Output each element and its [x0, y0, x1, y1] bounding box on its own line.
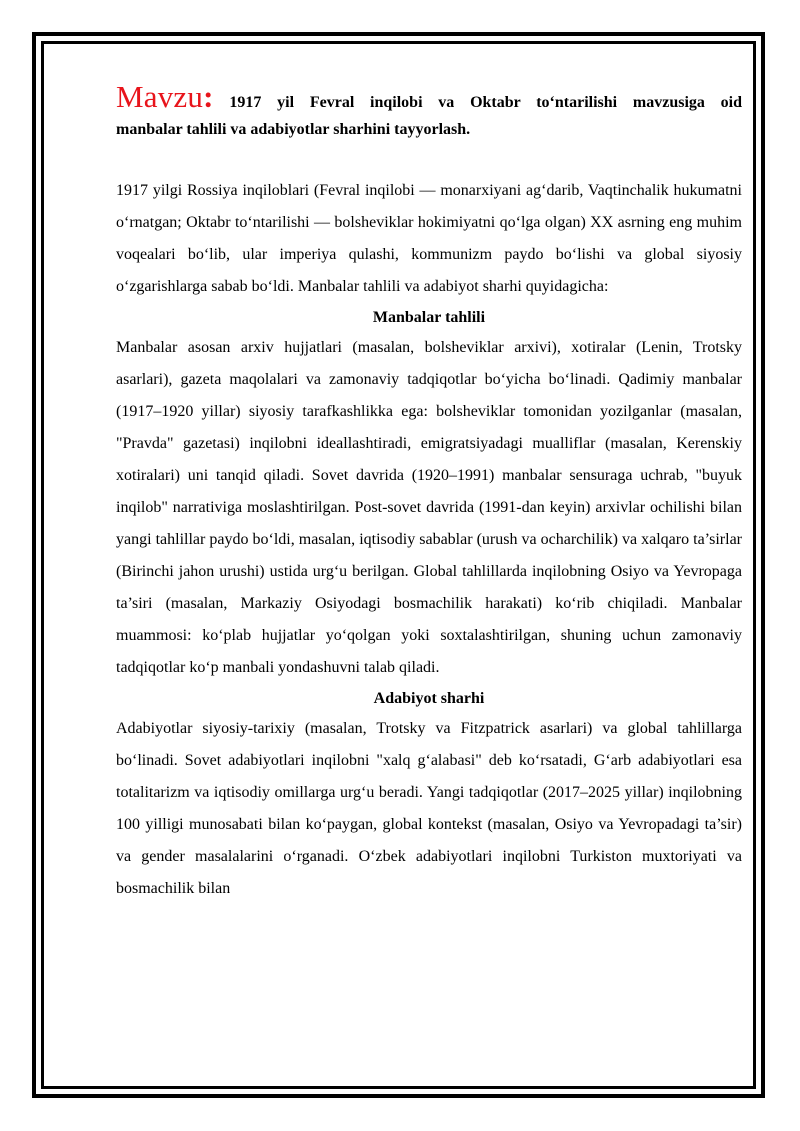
- title-text: 1917 yil Fevral inqilobi va Oktabr to‘ntarilishi mavzusiga oid: [229, 94, 743, 111]
- section-heading-literature: Adabiyot sharhi: [373, 690, 485, 707]
- sources-paragraph: Manbalar asosan arxiv hujjatlari (masalan, bolsheviklar arxivi), xotiralar (Lenin, Trotsky asarlari), gazeta maqolalari va zamonaviy tadqiqotlar bo‘yicha bo‘linadi. Qadimiy manbalar (1917–1920 yillar) siyosiy tarafkashlikka ega: bolsheviklar tomonidan yozilganlar (masalan, "Pravda" gazetasi) inqilobni ideallashtiradi, emigratsiyadagi mualliflar (masalan, Kerenskiy xotiralari) uni tanqid qiladi. Sovet davrida (1920–1991) manbalar sensuraga uchrab, "buyuk inqilob" narrativiga moslashtirilgan. Post-sovet davrida (1991-dan keyin) arxivlar ochilishi bilan yangi tahlillar paydo bo‘ldi, masalan, iqtisodiy sabablar (urush va ocharchilik) va xalqaro ta’sirlar (Birinchi jahon urushi) ustida urg‘u berilgan. Global tahlillarda inqilobning Osiyo va Yevropaga ta’siri (masalan, Markaziy Osiyodagi bosmachilik harakati) ko‘rib chiqiladi. Manbalar muammosi: ko‘plab hujjatlar yo‘qolgan yoki soxtalashtirilgan, shuning uchun zamonaviy tadqiqotlar ko‘p manbali yondashuvni talab qiladi.: [116, 339, 742, 676]
- title-label: Mavzu: [116, 79, 204, 114]
- title-colon: :: [203, 79, 214, 114]
- document-body: [116, 79, 743, 905]
- intro-paragraph: 1917 yilgi Rossiya inqiloblari (Fevral inqilobi — monarxiyani ag‘darib, Vaqtinchalik hukumatni o‘rnatgan; Oktabr to‘ntarilishi — bolsheviklar hokimiyatni qo‘lga olgan) XX asrning eng muhim voqealari bo‘lib, ular imperiya qulashi, kommunizm paydo bo‘lishi va global siyosiy o‘zgarishlarga sabab bo‘ldi. Manbalar tahlili va adabiyot sharhi quyidagicha:: [116, 182, 742, 295]
- title-text-line2: manbalar tahlili va adabiyotlar sharhini tayyorlash.: [116, 121, 471, 138]
- title-line: [116, 79, 743, 118]
- section-heading-sources: Manbalar tahlili: [372, 309, 486, 326]
- literature-paragraph: Adabiyotlar siyosiy-tarixiy (masalan, Trotsky va Fitzpatrick asarlari) va global tahlillarga bo‘linadi. Sovet adabiyotlari inqilobni "xalq g‘alabasi" deb ko‘rsatadi, G‘arb adabiyotlari esa totalitarizm va iqtisodiy omillarga urg‘u beradi. Yangi tadqiqotlar (2017–2025 yillar) inqilobning 100 yilligi munosabati bilan ko‘paygan, global kontekst (masalan, Osiyo va Yevropadagi ta’sir) va gender masalalarini o‘rganadi. O‘zbek adabiyotlari inqilobni Turkiston muxtoriyati va bosmachilik bilan: [116, 720, 742, 897]
